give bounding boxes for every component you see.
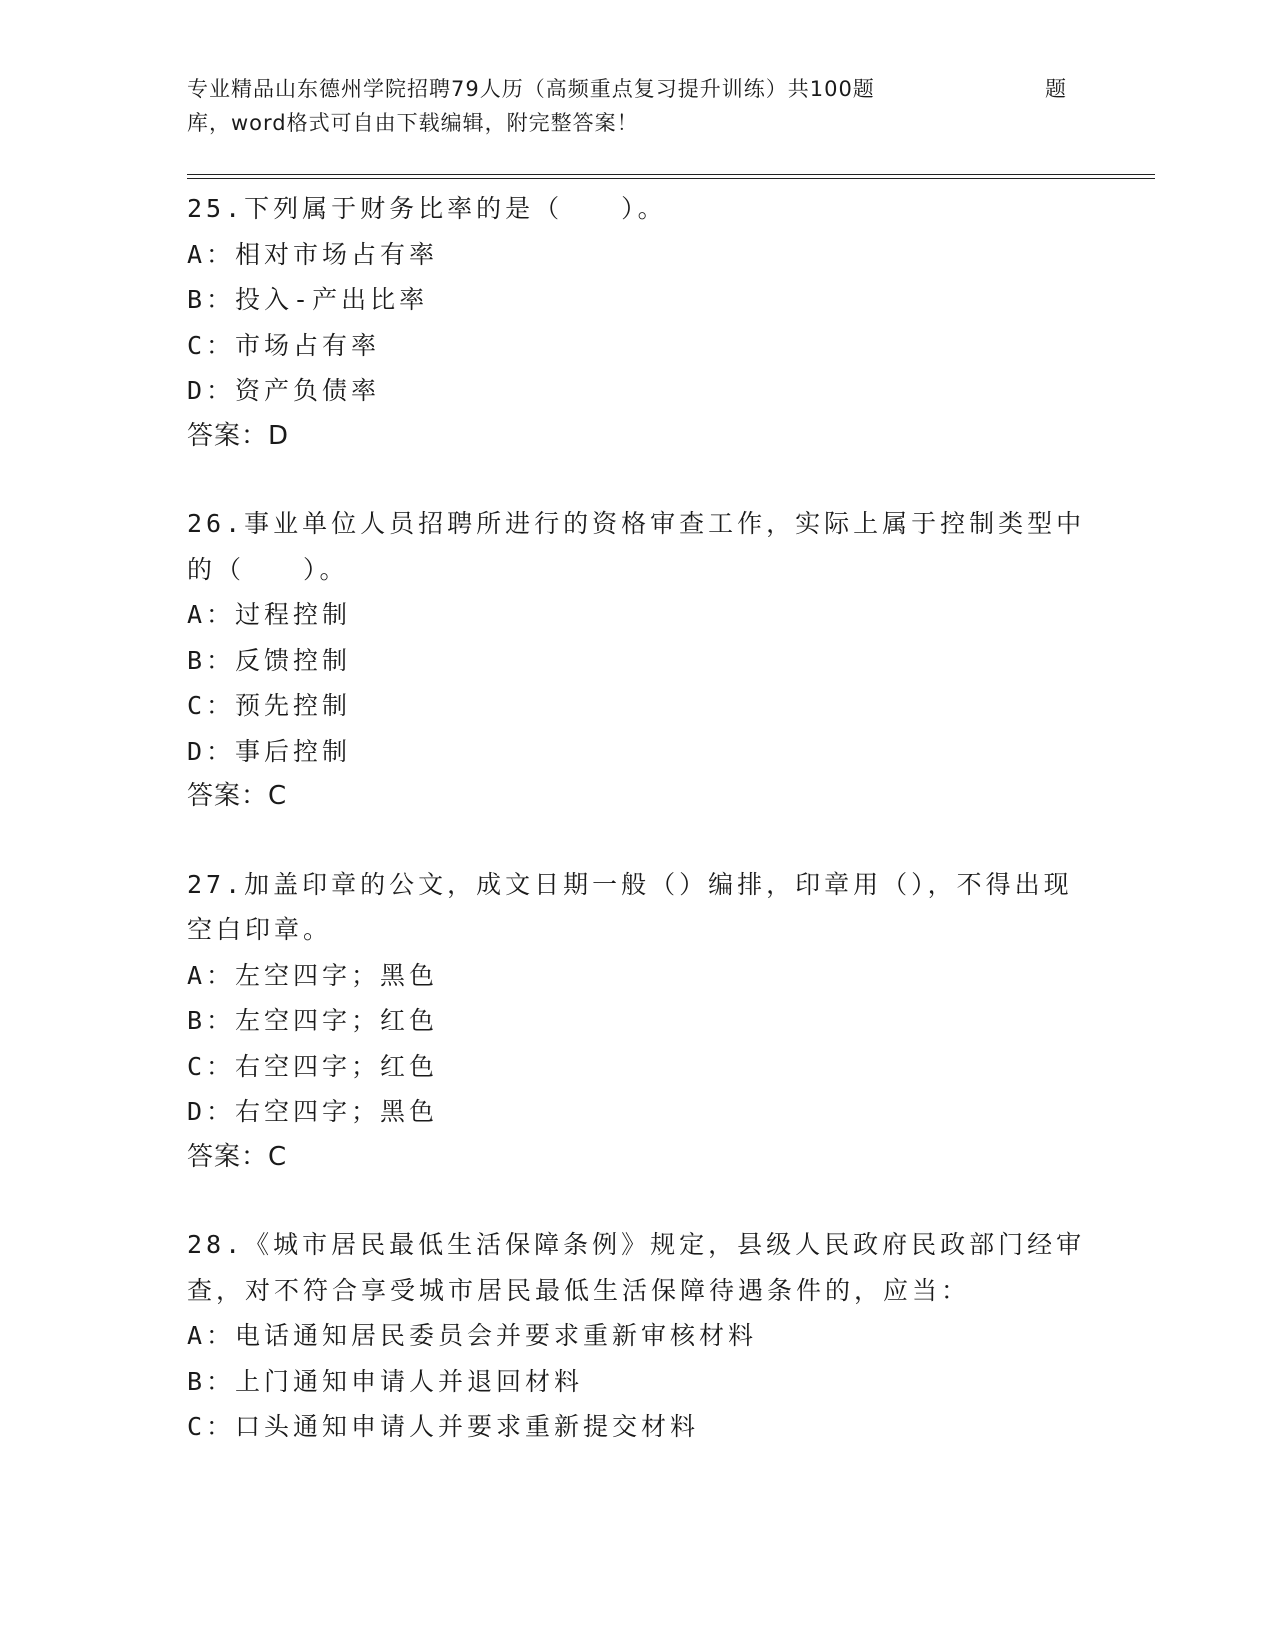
- answer-text: 答案：C: [187, 1141, 288, 1172]
- option-d: D：资产负债率: [187, 376, 381, 405]
- header-title: 专业精品山东德州学院招聘79人历（高频重点复习提升训练）共100题: [187, 77, 875, 101]
- option-b: B：反馈控制: [187, 645, 352, 675]
- question-stem-continued: 的（ ）。: [187, 554, 349, 584]
- option-c: C：预先控制: [187, 691, 352, 720]
- question-stem-continued: 查，对不符合享受城市居民最低生活保障待遇条件的，应当：: [187, 1275, 971, 1305]
- question-stem-continued: 空白印章。: [187, 915, 333, 944]
- option-a: A：相对市场占有率: [187, 239, 439, 269]
- option-b: B：左空四字；红色: [187, 1006, 439, 1035]
- question-stem: 27.加盖印章的公文，成文日期一般（）编排，印章用（），不得出现: [187, 869, 1073, 899]
- question-28: [187, 1222, 1087, 1450]
- option-b: B：投入-产出比率: [187, 285, 429, 314]
- header-divider-bottom: [187, 178, 1155, 179]
- question-list: [187, 186, 1087, 1492]
- question-stem: 26.事业单位人员招聘所进行的资格审查工作，实际上属于控制类型中: [187, 509, 1086, 538]
- answer-text: 答案：D: [187, 420, 290, 451]
- question-25: [187, 186, 1087, 459]
- header-divider-top: [187, 174, 1155, 175]
- header-subtitle: 库，word格式可自由下载编辑，附完整答案！: [187, 111, 639, 135]
- answer-text: 答案：C: [187, 781, 288, 811]
- option-d: D：右空四字；黑色: [187, 1097, 439, 1126]
- option-c: C：右空四字；红色: [187, 1051, 439, 1081]
- option-a: A：过程控制: [187, 600, 352, 629]
- header-line-1: [187, 72, 1067, 106]
- option-b: B：上门通知申请人并退回材料: [187, 1366, 584, 1396]
- option-a: A：电话通知居民委员会并要求重新审核材料: [187, 1321, 758, 1350]
- question-stem: 25.下列属于财务比率的是（ ）。: [187, 194, 667, 223]
- option-c: C：口头通知申请人并要求重新提交材料: [187, 1412, 700, 1441]
- header-title-wrap: 题: [1045, 77, 1067, 101]
- document-header: [187, 72, 1067, 140]
- option-d: D：事后控制: [187, 736, 352, 766]
- question-stem: 28.《城市居民最低生活保障条例》规定，县级人民政府民政部门经审: [187, 1230, 1086, 1259]
- question-26: [187, 501, 1087, 820]
- option-c: C：市场占有率: [187, 330, 381, 360]
- header-line-2: [187, 106, 1067, 140]
- option-a: A：左空四字；黑色: [187, 960, 439, 990]
- question-27: [187, 862, 1087, 1181]
